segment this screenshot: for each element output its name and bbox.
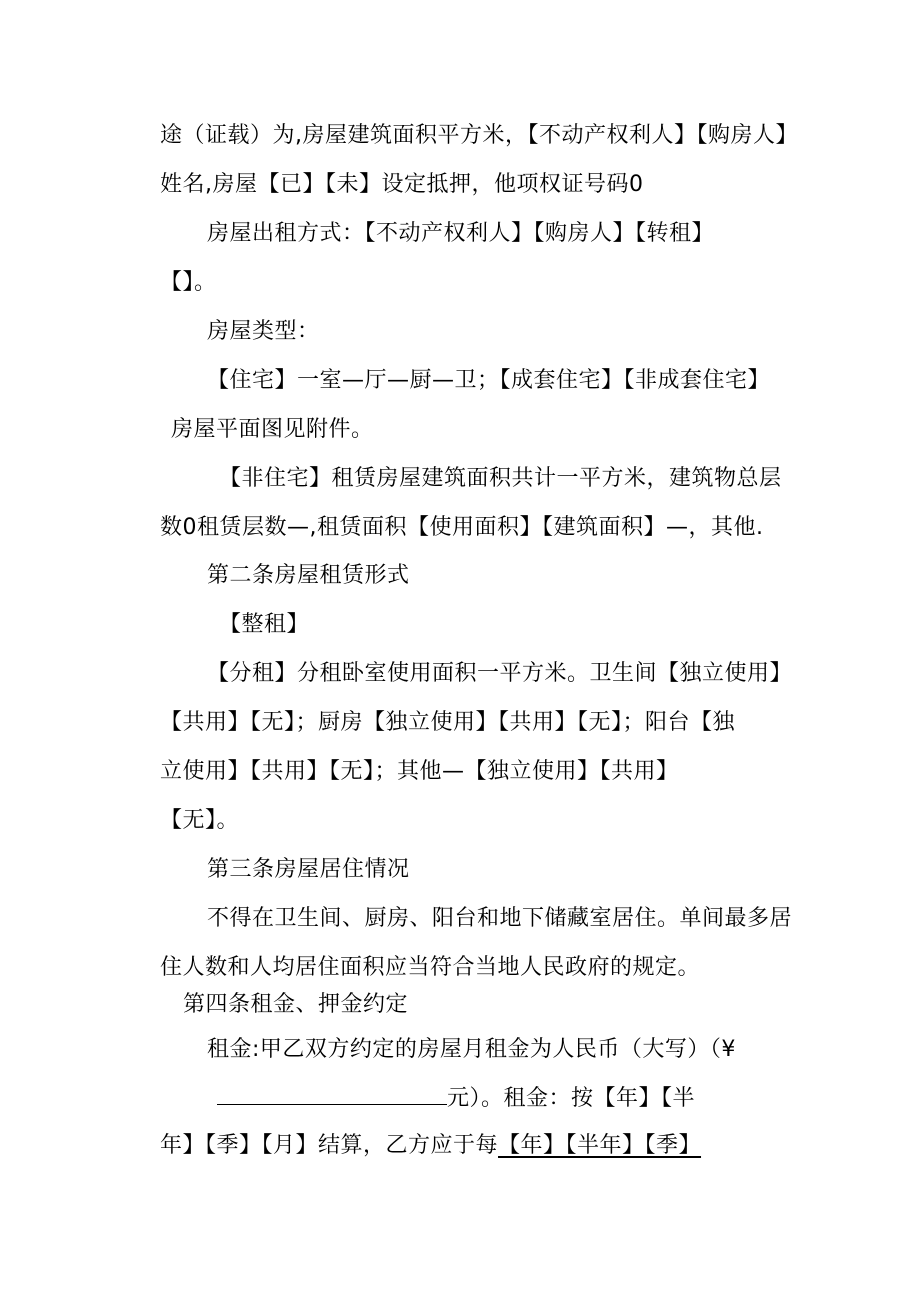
text-line-20: 租金:甲乙双方约定的房屋月租金为人民币（大写）（¥ — [207, 1037, 736, 1062]
rent-settlement-line — [160, 1131, 701, 1161]
section-heading-2: 第二条房屋租赁形式 — [207, 563, 410, 588]
text-line-15: 【无】。 — [160, 808, 240, 833]
rent-amount-line — [217, 1082, 695, 1114]
text-line-3: 房屋出租方式：【不动产权利人】【购房人】【转租】 — [207, 221, 715, 246]
text-line-17: 不得在卫生间、厨房、阳台和地下储藏室居住。单间最多居 — [207, 906, 793, 931]
rent-line-2-text: 元）。租金：按【年】【半 — [447, 1086, 696, 1111]
section-heading-4: 第四条租金、押金约定 — [183, 992, 409, 1017]
text-line-2: 姓名,房屋【已】【未】设定抵押，他项权证号码0 — [160, 172, 644, 197]
text-line-8: 【非住宅】租赁房屋建筑面积共计一平方米，建筑物总层 — [219, 466, 782, 491]
text-line-13: 【共用】【无】；厨房【独立使用】【共用】【无】；阳台【独 — [160, 710, 736, 735]
rent-line-3-underlined: 【年】【半年】【季】 — [498, 1133, 702, 1158]
blank-field — [217, 1082, 447, 1105]
text-line-12: 【分租】分租卧室使用面积一平方米。卫生间【独立使用】 — [207, 661, 793, 686]
text-line-4: 【】。 — [160, 270, 217, 295]
text-line-5: 房屋类型： — [207, 319, 320, 344]
rent-line-3-text: 年】【季】【月】结算，乙方应于每 — [160, 1133, 499, 1158]
text-line-1: 途（证载）为,房屋建筑面积平方米，【不动产权利人】【购房人】 — [160, 123, 798, 148]
text-line-9: 数0租赁层数—,租赁面积【使用面积】【建筑面积】—，其他. — [160, 515, 764, 540]
text-line-11: 【整租】 — [219, 612, 310, 637]
text-line-18: 住人数和人均居住面积应当符合当地人民政府的规定。 — [160, 955, 701, 980]
text-line-6: 【住宅】一室—厅—厨—卫；【成套住宅】【非成套住宅】 — [207, 368, 771, 393]
text-line-14: 立使用】【共用】【无】；其他—【独立使用】【共用】 — [160, 759, 679, 784]
section-heading-3: 第三条房屋居住情况 — [207, 857, 410, 882]
text-line-7: 房屋平面图见附件。 — [171, 417, 374, 442]
